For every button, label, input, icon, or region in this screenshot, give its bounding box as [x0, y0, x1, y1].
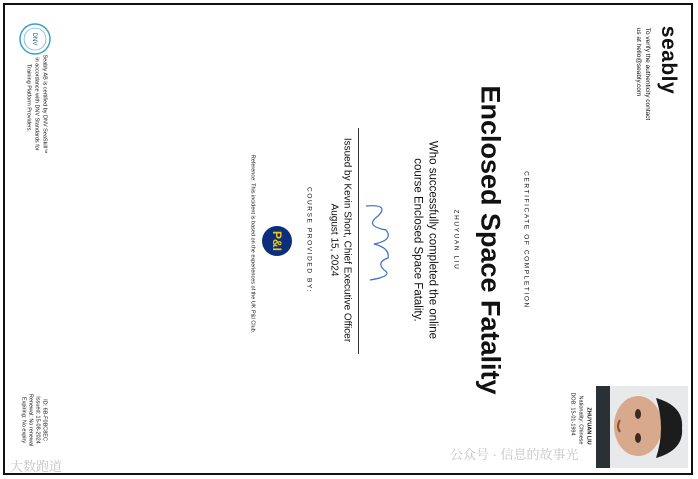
- signature-line: [358, 128, 359, 354]
- dnv-line-1: Seably AB is certified by DNV SeaSkill™: [41, 54, 48, 154]
- record-renewal: Renewal: No renewal: [27, 393, 34, 447]
- seably-logo: seably: [657, 25, 680, 95]
- dnv-seal-label: DNV: [31, 32, 37, 46]
- watermark-right: 公众号 · 信息的故事光: [450, 447, 579, 462]
- certificate-heading: CERTIFICATE OF COMPLETION: [522, 171, 530, 309]
- holder-name: ZHUYUAN LIU: [585, 407, 592, 445]
- completion-line-2: course Enclosed Space Fatality.: [411, 158, 424, 322]
- record-expiry: Expiring: No expiry: [20, 396, 27, 444]
- dnv-line-3: Training Platform Providers.: [25, 64, 32, 132]
- record-issued: Issued: 15-08-2024: [34, 396, 41, 444]
- issue-date: August 15, 2024: [328, 203, 340, 277]
- dnv-seal-icon: [18, 22, 52, 56]
- dnv-line-2: in accordance with DNV Standards for: [33, 57, 40, 151]
- recipient-name: ZHUYUAN LIU: [452, 209, 460, 271]
- signature: [360, 196, 396, 286]
- verify-line-2: us at hello@seably.com: [635, 27, 642, 97]
- watermark-left: 大数跑道: [10, 459, 63, 474]
- completion-line-1: Who successfully completed the online: [426, 140, 439, 340]
- verify-line-1: To verify the authenticity contact: [644, 27, 651, 121]
- holder-photo: [596, 386, 688, 468]
- holder-nationality: Nationality: Chinese: [577, 395, 584, 445]
- record-id: ID: 6B-F0BC8EC: [41, 399, 48, 441]
- course-title: Enclosed Space Fatality: [475, 85, 506, 395]
- course-provided-by-label: COURSE PROVIDED BY:: [305, 187, 313, 293]
- holder-dob: DOB: 15-01-1994: [569, 392, 576, 436]
- reference-note: Reference: This incident is based on the experiences of the UK P&I Club.: [249, 154, 256, 334]
- pi-club-logo: P&I: [262, 226, 292, 256]
- issuer-line-1: Issued by Kevin Short, Chief Executive Officer: [341, 137, 353, 343]
